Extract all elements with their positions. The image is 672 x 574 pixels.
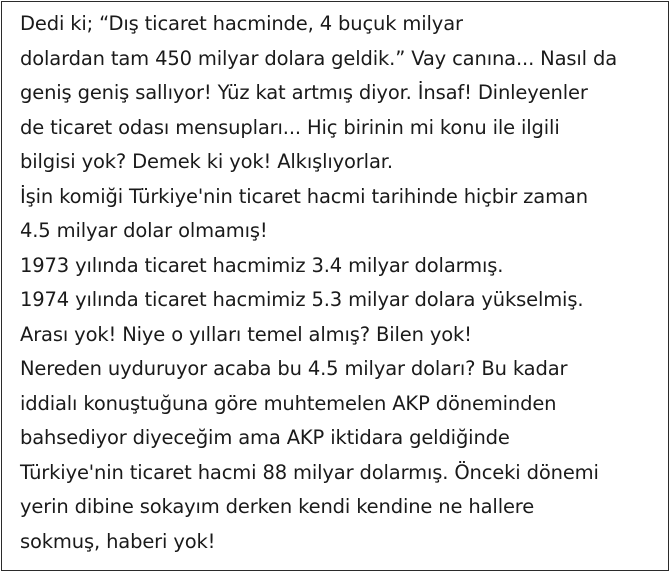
text-line-15: yerin dibine sokayım derken kendi kendine ne hallere	[20, 495, 535, 518]
text-line-2: dolardan tam 450 milyar dolara geldik.” Vay canına... Nasıl da	[20, 46, 618, 70]
text-line-12: iddialı konuştuğuna göre muhtemelen AKP döneminden	[20, 391, 557, 415]
text-line-7: 4.5 milyar dolar olmamış!	[20, 219, 268, 242]
text-line-5: bilgisi yok? Demek ki yok! Alkışlıyorlar.	[20, 150, 393, 173]
text-line-10: Arası yok! Niye o yılları temel almış? Bilen yok!	[20, 322, 472, 346]
text-line-1: Dedi ki; “Dış ticaret hacminde, 4 buçuk milyar	[20, 12, 463, 35]
text-line-9: 1974 yılında ticaret hacmimiz 5.3 milyar dolara yükselmiş.	[20, 288, 584, 311]
text-line-8: 1973 yılında ticaret hacmimiz 3.4 milyar dolarmış.	[20, 253, 504, 277]
text-line-4: de ticaret odası mensupları... Hiç birinin mi konu ile ilgili	[20, 115, 560, 139]
text-line-3: geniş geniş sallıyor! Yüz kat artmış diyor. İnsaf! Dinleyenler	[20, 81, 588, 104]
text-line-11: Nereden uyduruyor acaba bu 4.5 milyar doları? Bu kadar	[20, 357, 568, 380]
text-line-13: bahsediyor diyeceğim ama AKP iktidara geldiğinde	[20, 426, 510, 449]
text-line-16: sokmuş, haberi yok!	[20, 529, 216, 553]
text-frame	[1, 1, 669, 571]
text-line-14: Türkiye'nin ticaret hacmi 88 milyar dolarmış. Önceki dönemi	[20, 460, 599, 484]
text-line-6: İşin komiği Türkiye'nin ticaret hacmi tarihinde hiçbir zaman	[20, 184, 588, 208]
paragraph-text	[20, 7, 668, 559]
